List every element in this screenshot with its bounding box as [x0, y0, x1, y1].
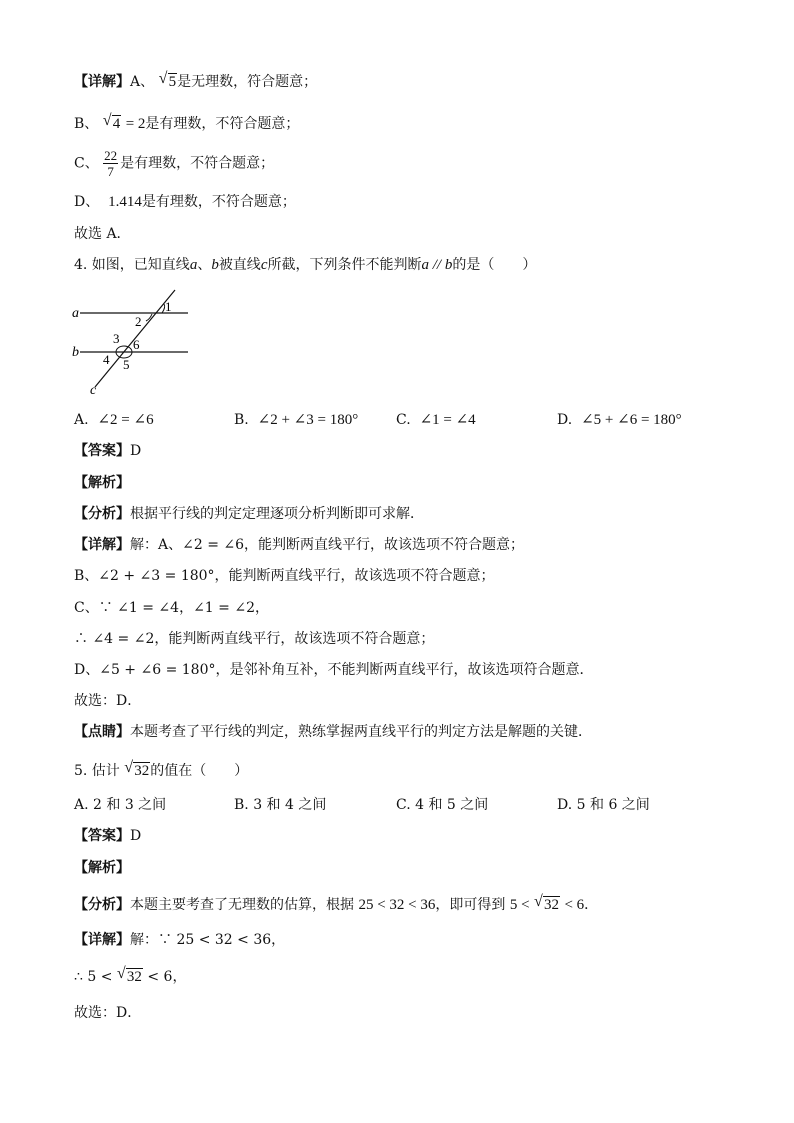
label-a: a	[72, 306, 79, 321]
sqrt-32-fenxi: √ 32	[534, 893, 559, 913]
q4-option-c: C. ∠1 = ∠4	[396, 412, 476, 428]
sol3-line-b: B、 √ 4 = 2是有理数，不符合题意；	[74, 112, 300, 132]
sol3-line-c: C、 $\frac{22}{7}$ 是有理数，不符合题意；	[74, 148, 275, 179]
q4-analysis-tag: 【解析】	[74, 475, 130, 491]
q4-stem: 4. 如图，已知直线a、b被直线c所截，下列条件不能判断a // b的是（ ）	[74, 257, 537, 273]
sqrt-5: √ 5	[158, 70, 177, 90]
sol3-conclusion: 故选 A．	[74, 226, 131, 242]
q5-option-c: C. 4 和 5 之间	[396, 797, 489, 813]
q5-answer: 【答案】D	[74, 828, 142, 844]
q5-fenxi: 【分析】本题主要考查了无理数的估算，根据 25 < 32 < 36，即可得到 5 < √ 32 < 6．	[74, 893, 599, 913]
q4-step-5: D、∠5 + ∠6 = 180°，是邻补角互补，不能判断两直线平行，故该选项符合题意．	[74, 662, 594, 678]
sqrt-32: √ 32	[124, 759, 150, 779]
q5-conclusion: 故选：D．	[74, 1005, 142, 1021]
detail-tag: 【详解】	[74, 74, 130, 90]
q4-dianjing: 【点睛】本题考查了平行线的判定，熟练掌握两直线平行的判定方法是解题的关键．	[74, 724, 592, 740]
q4-step-6: 故选：D．	[74, 693, 142, 709]
q5-step-1: 【详解】解：∵ 25 < 32 < 36，	[74, 932, 286, 948]
q4-step-3: C、∵ ∠1 = ∠4，∠1 = ∠2，	[74, 600, 269, 616]
label-2: 2	[135, 314, 142, 329]
q4-option-a: A. ∠2 = ∠6	[74, 412, 154, 428]
label-c: c	[90, 383, 97, 398]
label-4: 4	[103, 352, 110, 367]
fraction-22-7: $\frac{22}{7}$	[104, 148, 118, 179]
q5-option-b: B. 3 和 4 之间	[234, 797, 327, 813]
sqrt-32-step: √ 32	[116, 965, 142, 985]
label-b: b	[72, 345, 79, 360]
q5-option-a: A. 2 和 3 之间	[74, 797, 167, 813]
q5-option-d: D. 5 和 6 之间	[557, 797, 650, 813]
label-6: 6	[133, 337, 140, 352]
q4-option-d: D. ∠5 + ∠6 = 180°	[557, 412, 682, 428]
angle-arc-2	[146, 314, 152, 321]
label-5: 5	[123, 357, 130, 372]
q4-fenxi: 【分析】根据平行线的判定定理逐项分析判断即可求解．	[74, 506, 424, 522]
q5-analysis-tag: 【解析】	[74, 860, 130, 876]
q4-step-2: B、∠2 + ∠3 = 180°，能判断两直线平行，故该选项不符合题意；	[74, 568, 495, 584]
q4-option-b: B. ∠2 + ∠3 = 180°	[234, 412, 359, 428]
sqrt-4: √ 4	[102, 112, 121, 132]
q5-stem: 5. 估计 √ 32的值在（ ）	[74, 759, 249, 779]
q4-step-4: ∴ ∠4 = ∠2，能判断两直线平行，故该选项不符合题意；	[74, 631, 435, 647]
q4-answer: 【答案】D	[74, 443, 142, 459]
label-3: 3	[113, 331, 120, 346]
sol3-line-a: 【详解】A、 √ 5是无理数，符合题意；	[74, 70, 318, 90]
parallel-lines-figure	[66, 284, 196, 399]
label-1: 1	[165, 299, 172, 314]
q4-step-1: 【详解】解：A、∠2 = ∠6，能判断两直线平行，故该选项不符合题意；	[74, 537, 525, 553]
q5-step-2: ∴ 5 < √ 32 < 6，	[74, 965, 187, 985]
sol3-line-d: D、 1.414是有理数，不符合题意；	[74, 194, 296, 210]
